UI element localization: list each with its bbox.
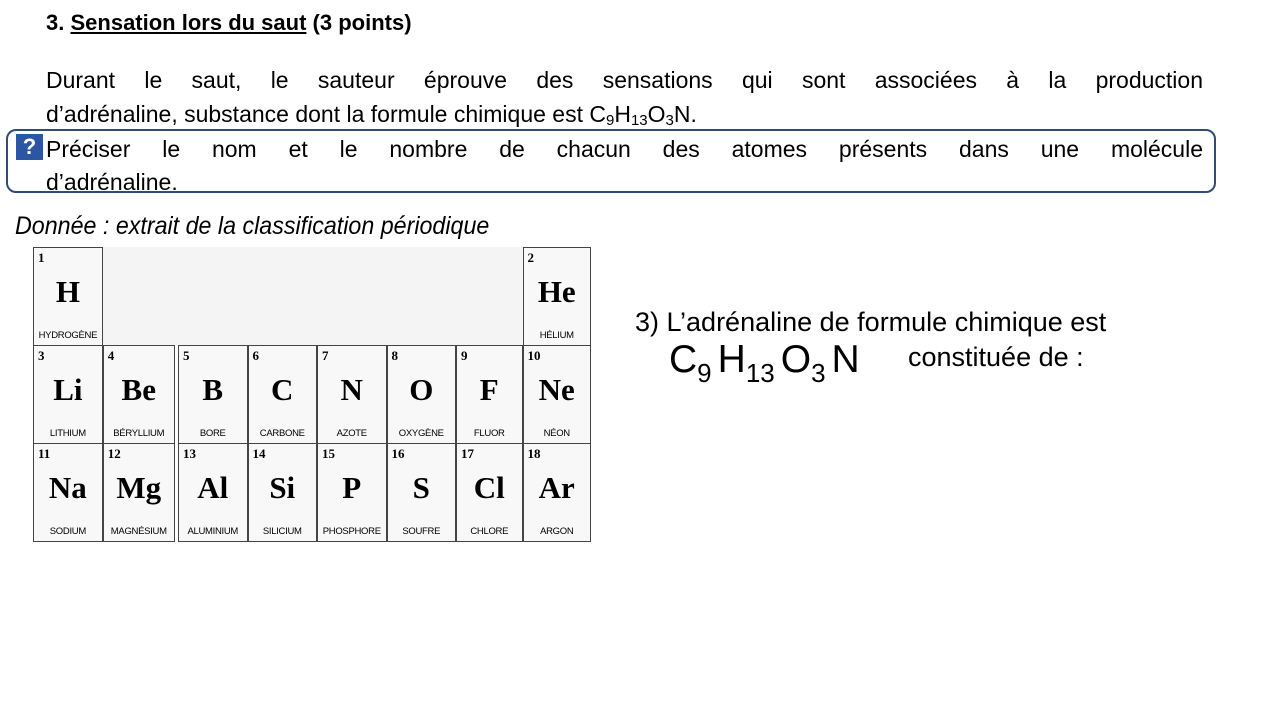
element-name: SOUFRE	[402, 526, 441, 537]
table-gap	[175, 345, 179, 542]
paragraph-line-2-text: d’adrénaline, substance dont la formule chimique est C	[46, 101, 606, 127]
element-symbol: Cl	[473, 470, 505, 505]
element-symbol: Ne	[538, 372, 575, 407]
element-symbol: C	[271, 372, 294, 407]
element-symbol: He	[537, 274, 576, 309]
formula-o: O	[647, 101, 666, 127]
element-symbol: O	[409, 372, 434, 407]
element-symbol: Li	[53, 372, 83, 407]
paragraph-line-1: Durant le saut, le sauteur éprouve des sensations qui sont associées à la production	[46, 67, 1203, 93]
formula-carbon-count: 9	[697, 358, 712, 388]
atomic-number: 3	[38, 348, 45, 363]
formula-oxygen: O	[780, 338, 812, 381]
element-cell	[103, 345, 175, 444]
element-name: BORE	[199, 428, 226, 439]
atomic-number: 2	[527, 250, 534, 265]
element-symbol: Si	[269, 470, 296, 505]
atomic-number: 16	[391, 446, 405, 461]
heading-points: (3 points)	[312, 10, 412, 35]
atomic-number: 4	[107, 348, 115, 363]
element-name: FLUOR	[473, 428, 505, 439]
element-name: SODIUM	[49, 526, 86, 537]
atomic-number: 18	[527, 446, 541, 461]
atomic-number: 10	[527, 348, 541, 363]
element-name: BÉRYLLIUM	[113, 428, 165, 439]
element-name: NÉON	[543, 428, 570, 439]
element-name: MAGNÉSIUM	[110, 526, 167, 537]
question-mark-icon: ?	[16, 134, 43, 160]
atomic-number: 6	[252, 348, 259, 363]
element-cell	[33, 443, 103, 542]
atomic-number: 13	[183, 446, 196, 461]
element-cell	[523, 443, 592, 542]
element-cell	[178, 345, 248, 444]
answer-line-1: 3) L’adrénaline de formule chimique est	[635, 307, 1107, 337]
element-symbol: Na	[48, 470, 87, 505]
formula-hydrogen-count: 13	[745, 358, 775, 388]
element-symbol: H	[55, 274, 80, 309]
atomic-number: 1	[38, 250, 45, 265]
element-cell	[248, 345, 318, 444]
atomic-number: 14	[252, 446, 266, 461]
heading-number: 3.	[46, 10, 65, 35]
answer-line-2: constituée de :	[908, 342, 1084, 372]
question-line-2: d’adrénaline.	[46, 169, 178, 195]
element-symbol: N	[340, 372, 363, 407]
element-cell	[523, 345, 592, 444]
element-cell	[456, 345, 523, 444]
element-name: HÉLIUM	[539, 330, 574, 341]
element-cell	[103, 443, 175, 542]
formula-n: N.	[673, 101, 697, 127]
element-cell	[387, 443, 457, 542]
adrenaline-formula	[669, 338, 860, 388]
element-symbol: Be	[121, 372, 156, 407]
element-name: ALUMINIUM	[187, 526, 239, 537]
atomic-number: 17	[461, 446, 474, 461]
atomic-number: 11	[38, 446, 51, 461]
data-caption: Donnée : extrait de la classification périodique	[15, 212, 490, 240]
exercise-heading	[46, 10, 412, 36]
element-cell	[248, 443, 318, 542]
element-name: ARGON	[540, 526, 574, 537]
element-cell	[523, 247, 592, 346]
question-text	[46, 133, 1203, 199]
element-symbol: Ar	[538, 470, 575, 505]
element-name: CARBONE	[259, 428, 305, 439]
atomic-number: 5	[183, 348, 190, 363]
element-cell	[317, 443, 387, 542]
element-symbol: F	[479, 372, 499, 407]
formula-hydrogen: H	[717, 338, 746, 381]
element-symbol: Al	[197, 470, 229, 505]
question-line-1: Préciser le nom et le nombre de chacun des atomes présents dans une molécule	[46, 136, 1203, 162]
formula-c-count: 9	[606, 112, 615, 129]
formula-oxygen-count: 3	[811, 358, 826, 388]
element-cell	[317, 345, 387, 444]
element-cell	[33, 345, 103, 444]
element-symbol: B	[202, 372, 224, 407]
periodic-table	[33, 247, 591, 542]
atomic-number: 12	[107, 446, 121, 461]
element-name: SILICIUM	[262, 526, 302, 537]
paragraph-line-2	[46, 101, 697, 127]
formula-h: H	[614, 101, 631, 127]
formula-h-count: 13	[630, 112, 648, 129]
element-name: HYDROGÈNE	[38, 330, 98, 341]
element-symbol: P	[342, 470, 362, 505]
atomic-number: 7	[322, 348, 329, 363]
atomic-number: 15	[322, 446, 335, 461]
formula-o-count: 3	[665, 112, 674, 129]
heading-title: Sensation lors du saut	[70, 10, 307, 35]
element-symbol: S	[412, 470, 430, 505]
element-name: PHOSPHORE	[322, 526, 381, 537]
element-name: LITHIUM	[49, 428, 86, 439]
formula-carbon: C	[669, 338, 698, 381]
element-cell	[178, 443, 248, 542]
element-cell	[387, 345, 457, 444]
element-cell	[33, 247, 103, 346]
element-cell	[456, 443, 523, 542]
element-name: OXYGÈNE	[398, 428, 444, 439]
element-name: CHLORE	[470, 526, 509, 537]
intro-paragraph	[46, 63, 1203, 131]
atomic-number: 8	[391, 348, 398, 363]
element-name: AZOTE	[336, 428, 367, 439]
element-symbol: Mg	[116, 470, 162, 505]
formula-nitrogen: N	[831, 338, 860, 381]
atomic-number: 9	[461, 348, 468, 363]
